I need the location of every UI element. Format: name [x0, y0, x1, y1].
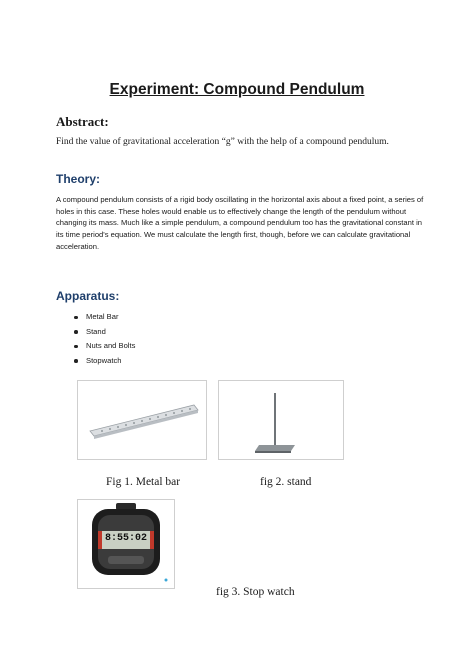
metal-bar-image: [77, 380, 207, 460]
list-item: Nuts and Bolts: [72, 339, 135, 354]
theory-text: A compound pendulum consists of a rigid body oscillating in the horizontal axis about a fixed point, a series of holes in this case. These holes would enable us to effectively change the length of the pendulum without changing its mass. Much like a simple pendulum, a compound pendulum too has the gravitational constant in its time period's equation. We must calculate the length first, though, before we can calculate gravitational acceleration.: [56, 195, 424, 251]
list-item: Stopwatch: [72, 354, 135, 369]
apparatus-heading: Apparatus:: [56, 289, 120, 303]
fig1-caption: Fig 1. Metal bar: [106, 476, 181, 488]
stopwatch-image: [77, 499, 175, 589]
abstract-text: Find the value of gravitational acceleration “g” with the help of a compound pendulum.: [56, 137, 389, 147]
stand-image: [218, 380, 344, 460]
list-item: Stand: [72, 325, 135, 340]
stopwatch-display: 8:55:02: [104, 533, 147, 544]
theory-heading: Theory:: [56, 172, 101, 186]
abstract-heading: Abstract:: [56, 114, 109, 129]
apparatus-list: [72, 310, 135, 368]
list-item: Metal Bar: [72, 310, 135, 325]
fig3-caption: fig 3. Stop watch: [216, 586, 295, 598]
fig2-caption: fig 2. stand: [260, 476, 312, 488]
page-title: Experiment: Compound Pendulum: [109, 81, 365, 98]
